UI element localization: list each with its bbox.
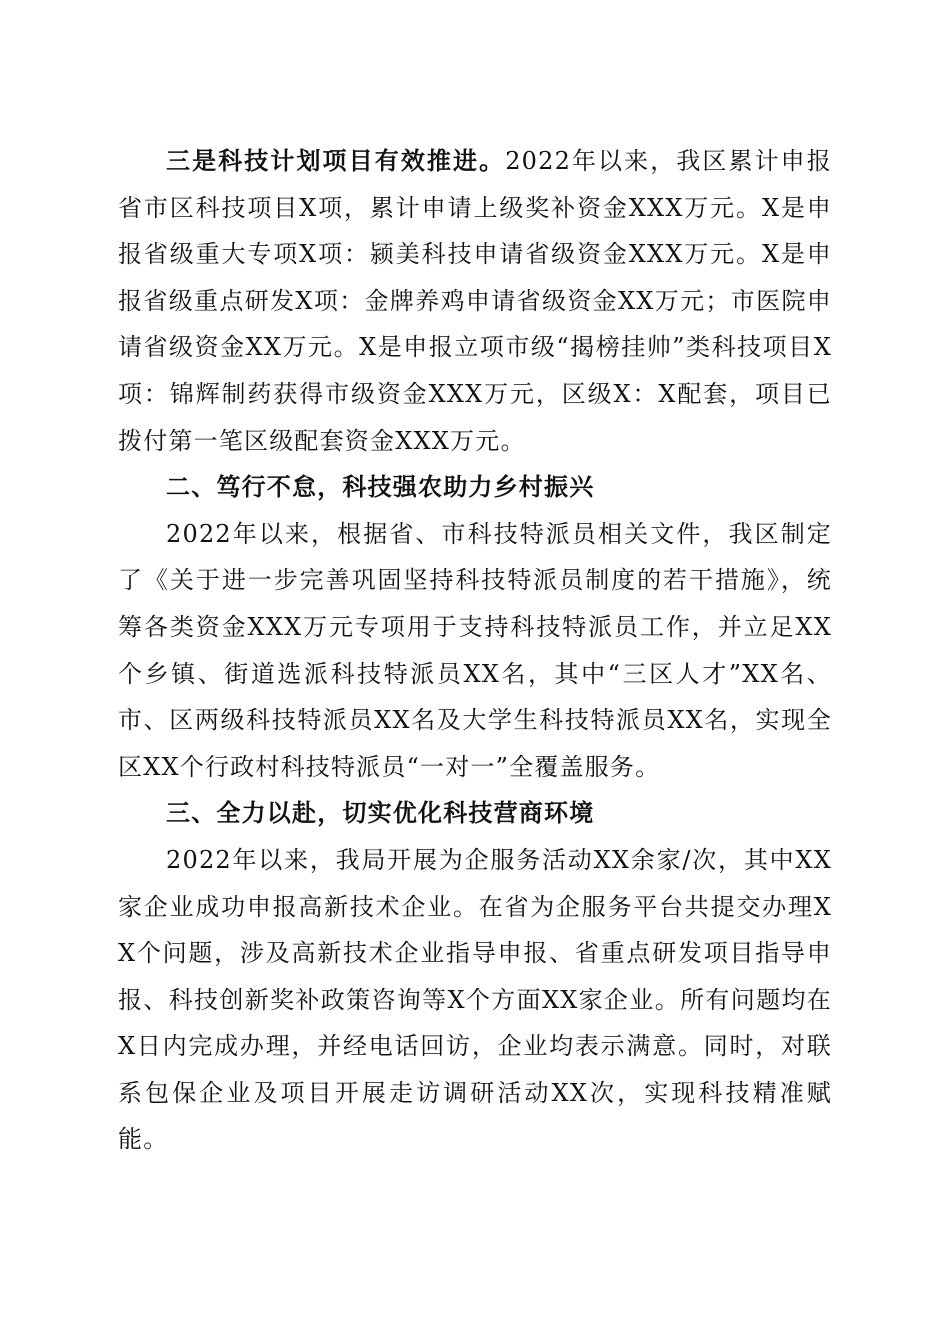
section-heading-rural-revitalization: 二、笃行不怠，科技强农助力乡村振兴 — [166, 473, 595, 502]
paragraph-lead: 三是科技计划项目有效推进。 — [166, 146, 506, 175]
section-heading-business-environment: 三、全力以赴，切实优化科技营商环境 — [166, 799, 595, 828]
paragraph-enterprise-services: 2022年以来，我局开展为企服务活动XX余家/次，其中XX家企业成功申报高新技术企业。在省为企服务平台共提交办理XX个问题，涉及高新技术企业指导申报、省重点研发项目指导申报、科技创新奖补政策咨询等X个方面XX家企业。所有问题均在X日内完成办理，并经电话回访，企业均表示满意。同时，对联系包保企业及项目开展走访调研活动XX次，实现科技精准赋能。 — [118, 845, 832, 1154]
document-page — [118, 138, 832, 1163]
paragraph-tech-commissioners: 2022年以来，根据省、市科技特派员相关文件，我区制定了《关于进一步完善巩固坚持科技特派员制度的若干措施》，统筹各类资金XXX万元专项用于支持科技特派员工作，并立足XX个乡镇、街道选派科技特派员XX名，其中“三区人才”XX名、市、区两级科技特派员XX名及大学生科技特派员XX名，实现全区XX个行政村科技特派员“一对一”全覆盖服务。 — [118, 519, 832, 781]
paragraph-science-projects — [118, 138, 832, 464]
paragraph-body: 2022年以来，我区累计申报省市区科技项目X项，累计申请上级奖补资金XXX万元。X是申报省级重大专项X项：颍美科技申请省级资金XXX万元。X是申报省级重点研发X项：金牌养鸡申请省级资金XX万元；市医院申请省级资金XX万元。X是申报立项市级“揭榜挂帅”类科技项目X项：锦辉制药获得市级资金XXX万元，区级X：X配套，项目已拨付第一笔区级配套资金XXX万元。 — [118, 147, 832, 455]
